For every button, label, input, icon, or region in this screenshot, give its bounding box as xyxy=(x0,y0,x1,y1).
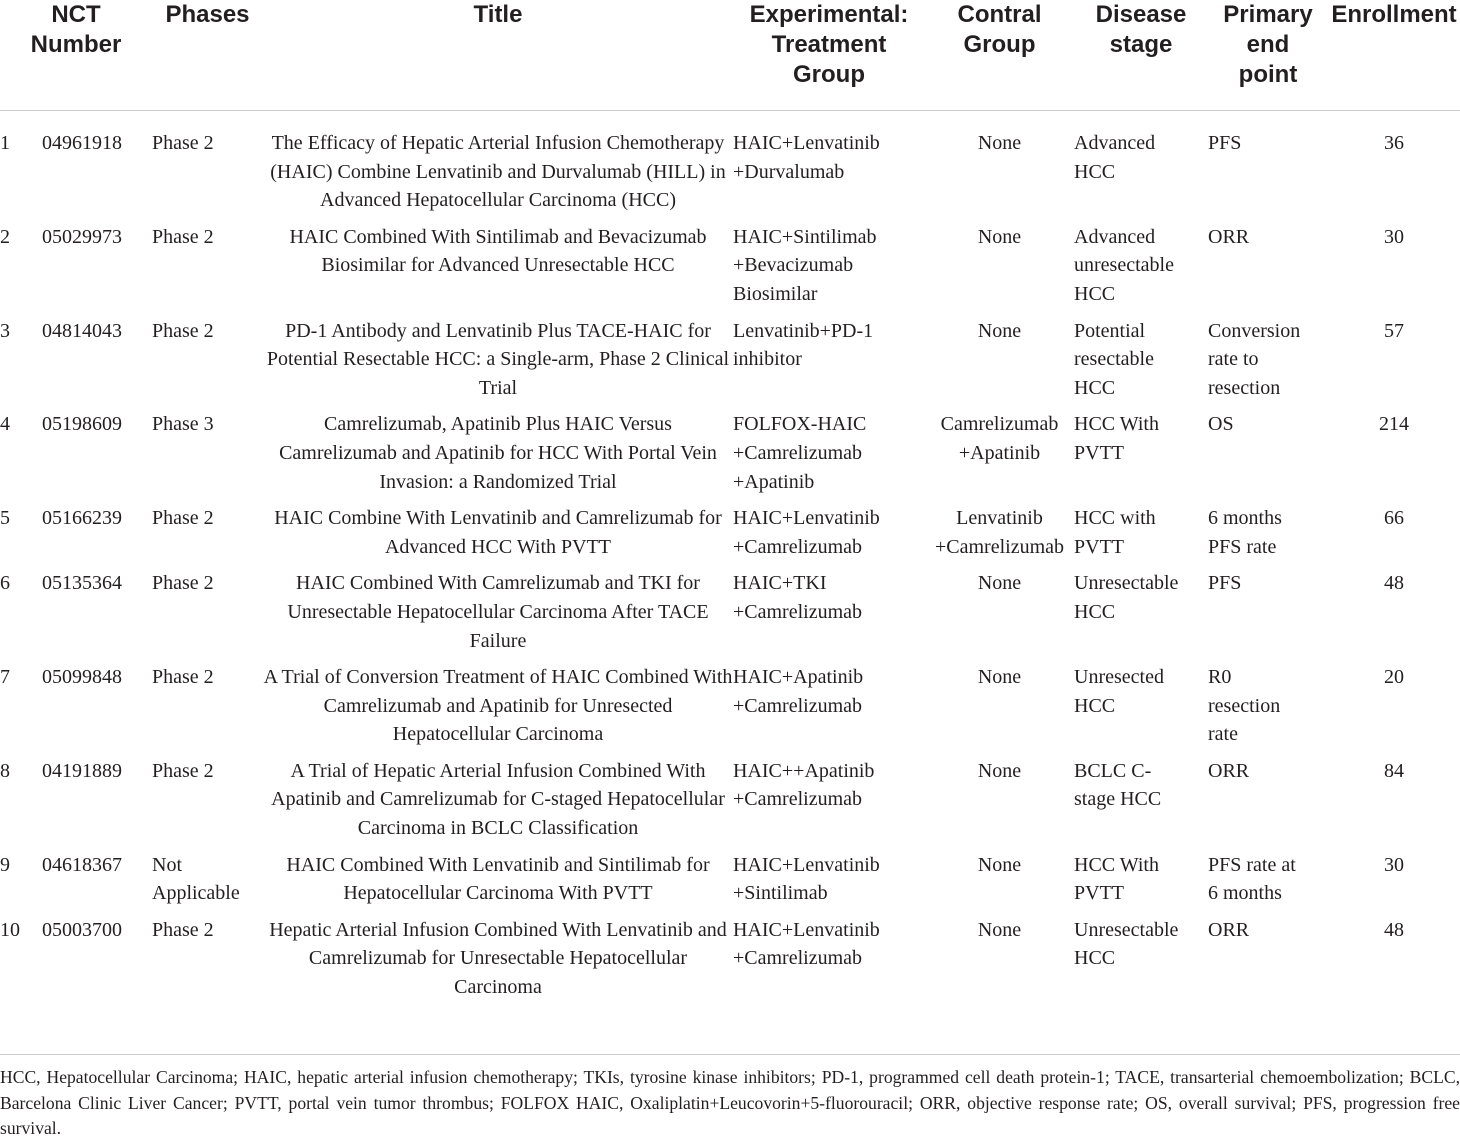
cell-control-group: None xyxy=(977,319,1022,342)
cell-enrollment: 20 xyxy=(1384,666,1404,689)
table-footnote: HCC, Hepatocellular Carcinoma; HAIC, hepatic arterial infusion chemotherapy; TKIs, tyrosine kinase inhibitors; PD-1, programmed cell death protein-1; TACE, transarterial chemoembolization; BCLC, Barcelona Clinic Liver Cancer; PVTT, portal vein tumor thrombus; FOLFOX HAIC, Oxaliplatin+Leucovorin+5-fluorouracil; ORR, objective response rate; OS, overall survival; PFS, progression free survival. xyxy=(0,1054,1460,1142)
cell-phase: Phase 2 xyxy=(152,507,214,530)
table-row xyxy=(0,111,1460,223)
cell-enrollment: 30 xyxy=(1384,225,1404,248)
cell-nct-number: 04618367 xyxy=(42,853,122,876)
cell-disease-stage: Advanced HCC xyxy=(1074,132,1156,183)
header-phases: Phases xyxy=(152,0,263,111)
table-header xyxy=(0,0,1460,111)
cell-enrollment: 66 xyxy=(1384,507,1404,530)
cell-treatment-group: FOLFOX-HAIC +Camrelizumab +Apatinib xyxy=(733,413,867,493)
cell-treatment-group: HAIC+Apatinib +Camrelizumab xyxy=(733,666,864,717)
table-body xyxy=(0,111,1460,1018)
header-title: Title xyxy=(263,0,733,111)
cell-row-number: 9 xyxy=(0,853,10,876)
cell-title: HAIC Combine With Lenvatinib and Camrelizumab for Advanced HCC With PVTT xyxy=(274,507,722,558)
cell-nct-number: 04814043 xyxy=(42,319,122,342)
cell-control-group: None xyxy=(977,132,1022,154)
cell-nct-number: 05099848 xyxy=(42,666,122,689)
cell-phase: Phase 2 xyxy=(152,572,214,595)
cell-primary-end-point: PFS rate at 6 months xyxy=(1208,853,1296,905)
cell-primary-end-point: R0 resection rate xyxy=(1208,666,1281,746)
cell-enrollment: 30 xyxy=(1384,853,1404,876)
table-row xyxy=(0,569,1460,663)
cell-phase: Not Applicable xyxy=(152,853,240,905)
cell-disease-stage: HCC With PVTT xyxy=(1074,853,1159,905)
cell-primary-end-point: ORR xyxy=(1208,759,1250,782)
cell-title: HAIC Combined With Sintilimab and Bevacizumab Biosimilar for Advanced Unresectable HCC xyxy=(289,225,707,277)
cell-title: HAIC Combined With Camrelizumab and TKI for Unresectable Hepatocellular Carcinoma After TACE Failure xyxy=(287,572,709,652)
table-row xyxy=(0,317,1460,411)
cell-phase: Phase 2 xyxy=(152,132,214,154)
cell-control-group: Camrelizumab +Apatinib xyxy=(940,413,1059,464)
header-disease-stage: Disease stage xyxy=(1074,0,1208,111)
cell-treatment-group: HAIC+Lenvatinib +Camrelizumab xyxy=(733,918,880,970)
table-row xyxy=(0,410,1460,504)
cell-control-group: None xyxy=(977,572,1022,595)
cell-phase: Phase 2 xyxy=(152,225,214,248)
cell-treatment-group: HAIC+Lenvatinib +Camrelizumab xyxy=(733,507,880,558)
cell-enrollment: 48 xyxy=(1384,918,1404,941)
cell-nct-number: 04961918 xyxy=(42,132,122,154)
cell-title: PD-1 Antibody and Lenvatinib Plus TACE-HAIC for Potential Resectable HCC: a Single-arm, Phase 2 Clinical Trial xyxy=(266,319,730,399)
cell-row-number: 6 xyxy=(0,572,10,595)
cell-row-number: 3 xyxy=(0,319,10,342)
cell-treatment-group: HAIC+TKI +Camrelizumab xyxy=(733,572,863,623)
table-row xyxy=(0,504,1460,569)
cell-title: HAIC Combined With Lenvatinib and Sintilimab for Hepatocellular Carcinoma With PVTT xyxy=(286,853,710,905)
cell-enrollment: 214 xyxy=(1379,413,1409,436)
cell-primary-end-point: ORR xyxy=(1208,225,1250,248)
cell-primary-end-point: 6 months PFS rate xyxy=(1208,507,1282,558)
cell-title: The Efficacy of Hepatic Arterial Infusion Chemotherapy (HAIC) Combine Lenvatinib and Durvalumab (HILL) in Advanced Hepatocellular Carcinoma (HCC) xyxy=(270,132,726,212)
cell-control-group: None xyxy=(977,759,1022,782)
cell-nct-number: 05135364 xyxy=(42,572,122,595)
header-treatment-group: Experimental: Treatment Group xyxy=(733,0,925,111)
cell-row-number: 10 xyxy=(0,918,20,941)
cell-enrollment: 48 xyxy=(1384,572,1404,595)
cell-disease-stage: BCLC C- stage HCC xyxy=(1074,759,1162,811)
table-row xyxy=(0,916,1460,1018)
cell-control-group: None xyxy=(977,918,1022,941)
cell-enrollment: 36 xyxy=(1384,132,1404,154)
cell-title: A Trial of Hepatic Arterial Infusion Combined With Apatinib and Camrelizumab for C-staged Hepatocellular Carcinoma in BCLC Classification xyxy=(271,759,725,840)
cell-primary-end-point: PFS xyxy=(1208,572,1242,595)
cell-nct-number: 04191889 xyxy=(42,759,122,782)
cell-phase: Phase 3 xyxy=(152,413,214,436)
cell-primary-end-point: OS xyxy=(1208,413,1234,436)
table-row xyxy=(0,851,1460,916)
cell-phase: Phase 2 xyxy=(152,666,214,689)
cell-primary-end-point: PFS xyxy=(1208,132,1242,154)
cell-title: Camrelizumab, Apatinib Plus HAIC Versus Camrelizumab and Apatinib for HCC With Portal Vein Invasion: a Randomized Trial xyxy=(279,413,717,493)
cell-control-group: None xyxy=(977,225,1022,248)
cell-nct-number: 05166239 xyxy=(42,507,122,530)
cell-primary-end-point: ORR xyxy=(1208,918,1250,941)
cell-row-number: 8 xyxy=(0,759,10,782)
cell-enrollment: 84 xyxy=(1384,759,1404,782)
cell-enrollment: 57 xyxy=(1384,319,1404,342)
header-control-group: Contral Group xyxy=(925,0,1074,111)
header-row xyxy=(0,0,1460,111)
cell-disease-stage: HCC with PVTT xyxy=(1074,507,1156,558)
cell-phase: Phase 2 xyxy=(152,319,214,342)
cell-disease-stage: Potential resectable HCC xyxy=(1074,319,1154,399)
cell-control-group: None xyxy=(977,853,1022,876)
cell-treatment-group: HAIC+Lenvatinib +Durvalumab xyxy=(733,132,880,183)
header-nct-number: NCT Number xyxy=(0,0,152,111)
table-row xyxy=(0,223,1460,317)
cell-treatment-group: HAIC++Apatinib +Camrelizumab xyxy=(733,759,875,811)
cell-row-number: 4 xyxy=(0,413,10,436)
cell-phase: Phase 2 xyxy=(152,918,214,941)
cell-title: A Trial of Conversion Treatment of HAIC Combined With Camrelizumab and Apatinib for Unresected Hepatocellular Carcinoma xyxy=(263,666,733,746)
table-row xyxy=(0,757,1460,851)
cell-treatment-group: HAIC+Lenvatinib +Sintilimab xyxy=(733,853,880,905)
cell-title: Hepatic Arterial Infusion Combined With Lenvatinib and Camrelizumab for Unresectable Hepatocellular Carcinoma xyxy=(269,918,727,999)
cell-nct-number: 05029973 xyxy=(42,225,122,248)
header-primary-end-point: Primary end point xyxy=(1208,0,1328,111)
cell-row-number: 1 xyxy=(0,132,10,154)
cell-disease-stage: Advanced unresectable HCC xyxy=(1074,225,1174,305)
cell-treatment-group: Lenvatinib+PD-1 inhibitor xyxy=(733,319,874,371)
cell-row-number: 5 xyxy=(0,507,10,530)
cell-disease-stage: Unresected HCC xyxy=(1074,666,1164,717)
cell-control-group: Lenvatinib +Camrelizumab xyxy=(934,507,1064,558)
cell-treatment-group: HAIC+Sintilimab +Bevacizumab Biosimilar xyxy=(733,225,877,305)
cell-disease-stage: Unresectable HCC xyxy=(1074,572,1179,623)
cell-primary-end-point: Conversion rate to resection xyxy=(1208,319,1301,399)
table-row xyxy=(0,663,1460,757)
cell-row-number: 2 xyxy=(0,225,10,248)
cell-disease-stage: HCC With PVTT xyxy=(1074,413,1159,464)
cell-nct-number: 05003700 xyxy=(42,918,122,941)
cell-row-number: 7 xyxy=(0,666,10,689)
cell-disease-stage: Unresectable HCC xyxy=(1074,918,1179,970)
cell-control-group: None xyxy=(977,666,1022,689)
cell-nct-number: 05198609 xyxy=(42,413,122,436)
header-enrollment: Enrollment xyxy=(1328,0,1460,111)
cell-phase: Phase 2 xyxy=(152,759,214,782)
